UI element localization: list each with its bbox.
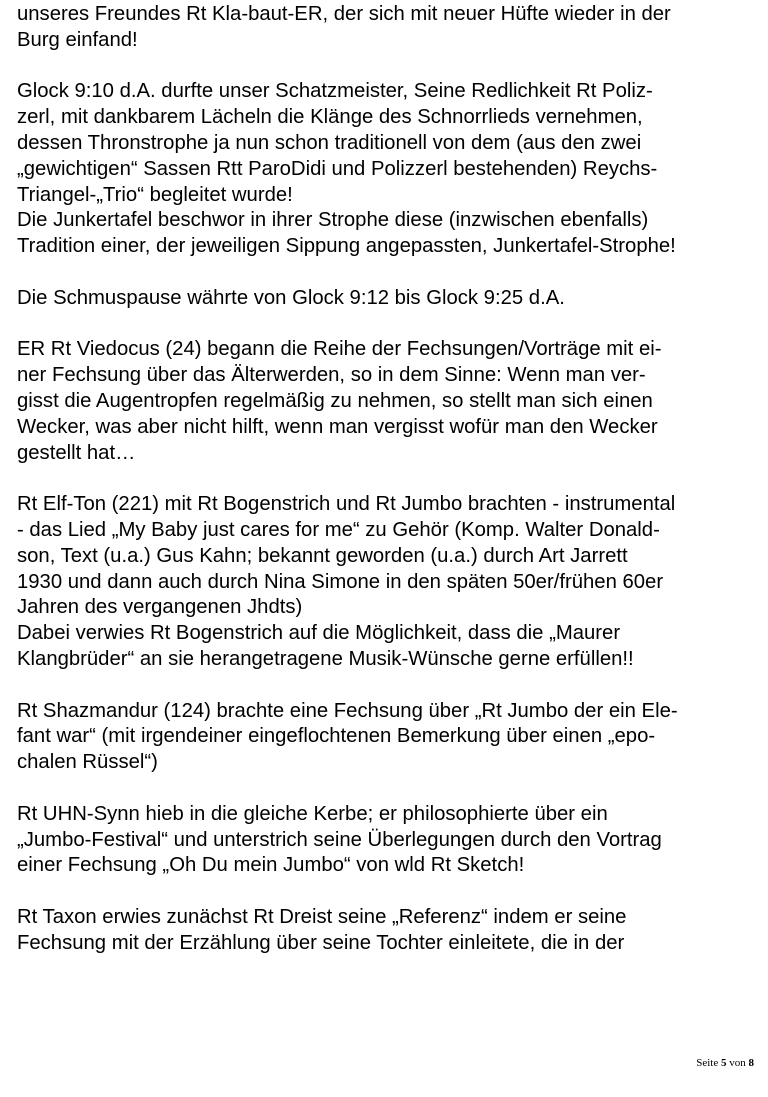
page-footer [696, 1057, 754, 1069]
text-line: einer Fechsung „Oh Du mein Jumbo“ von wld Rt Sketch! [17, 854, 525, 877]
total-pages-number: 8 [748, 1057, 754, 1069]
text-line: Rt Elf-Ton (221) mit Rt Bogenstrich und Rt Jumbo brachten - instrumental [17, 493, 676, 516]
text-line: ER Rt Viedocus (24) begann die Reihe der Fechsungen/Vorträge mit ei- [17, 338, 662, 361]
text-line: Tradition einer, der jeweiligen Sippung angepassten, Junkertafel-Strophe! [17, 235, 676, 258]
paragraph-2 [17, 79, 762, 260]
text-line: gestellt hat… [17, 441, 136, 464]
text-line: 1930 und dann auch durch Nina Simone in den späten 50er/frühen 60er [17, 570, 664, 593]
text-line: Jahren des vergangenen Jhdts) [17, 596, 303, 619]
paragraph-7 [17, 802, 762, 879]
text-line: chalen Rüssel“) [17, 751, 158, 774]
text-line: zerl, mit dankbarem Lächeln die Klänge des Schnorrlieds vernehmen, [17, 106, 643, 129]
text-line: Wecker, was aber nicht hilft, wenn man vergisst wofür man den Wecker [17, 415, 658, 438]
text-line: Burg einfand! [17, 28, 138, 51]
text-line: Dabei verwies Rt Bogenstrich auf die Möglichkeit, dass die „Maurer [17, 622, 621, 645]
text-line: fant war“ (mit irgendeiner eingeflochtenen Bemerkung über einen „epo- [17, 725, 656, 748]
text-line: „Jumbo-Festival“ und unterstrich seine Überlegungen durch den Vortrag [17, 828, 662, 851]
text-line: Die Junkertafel beschwor in ihrer Strophe diese (inzwischen ebenfalls) [17, 209, 649, 232]
text-line: dessen Thronstrophe ja nun schon traditionell von dem (aus den zwei [17, 131, 642, 154]
text-line: Triangel-„Trio“ begleitet wurde! [17, 183, 293, 206]
text-line: ner Fechsung über das Älterwerden, so in dem Sinne: Wenn man ver- [17, 364, 646, 387]
text-line: Die Schmuspause währte von Glock 9:12 bis Glock 9:25 d.A. [17, 286, 565, 309]
text-line: Rt UHN-Synn hieb in die gleiche Kerbe; er philosophierte über ein [17, 802, 608, 825]
paragraph-6 [17, 699, 762, 776]
text-line: son, Text (u.a.) Gus Kahn; bekannt geworden (u.a.) durch Art Jarrett [17, 544, 628, 567]
text-line: unseres Freundes Rt Kla-baut-ER, der sich mit neuer Hüfte wieder in der [17, 3, 671, 25]
page-separator: von [729, 1057, 746, 1069]
text-line: Klangbrüder“ an sie herangetragene Musik-Wünsche gerne erfüllen!! [17, 647, 634, 670]
text-line: Glock 9:10 d.A. durfte unser Schatzmeister, Seine Redlichkeit Rt Poliz- [17, 80, 653, 103]
text-line: Rt Shazmandur (124) brachte eine Fechsung über „Rt Jumbo der ein Ele- [17, 699, 678, 722]
paragraph-5 [17, 492, 762, 673]
paragraph-4 [17, 337, 762, 466]
document-body [17, 2, 762, 956]
paragraph-1 [17, 2, 762, 54]
page-label: Seite [696, 1057, 719, 1069]
text-line: - das Lied „My Baby just cares for me“ zu Gehör (Komp. Walter Donald- [17, 518, 660, 541]
text-line: gisst die Augentropfen regelmäßig zu nehmen, so stellt man sich einen [17, 389, 653, 412]
text-line: Fechsung mit der Erzählung über seine Tochter einleitete, die in der [17, 931, 625, 954]
text-line: Rt Taxon erwies zunächst Rt Dreist seine „Referenz“ indem er seine [17, 905, 627, 928]
paragraph-8 [17, 905, 762, 957]
paragraph-3 [17, 286, 762, 312]
current-page-number: 5 [721, 1057, 727, 1069]
text-line: „gewichtigen“ Sassen Rtt ParoDidi und Polizzerl bestehenden) Reychs- [17, 157, 658, 180]
